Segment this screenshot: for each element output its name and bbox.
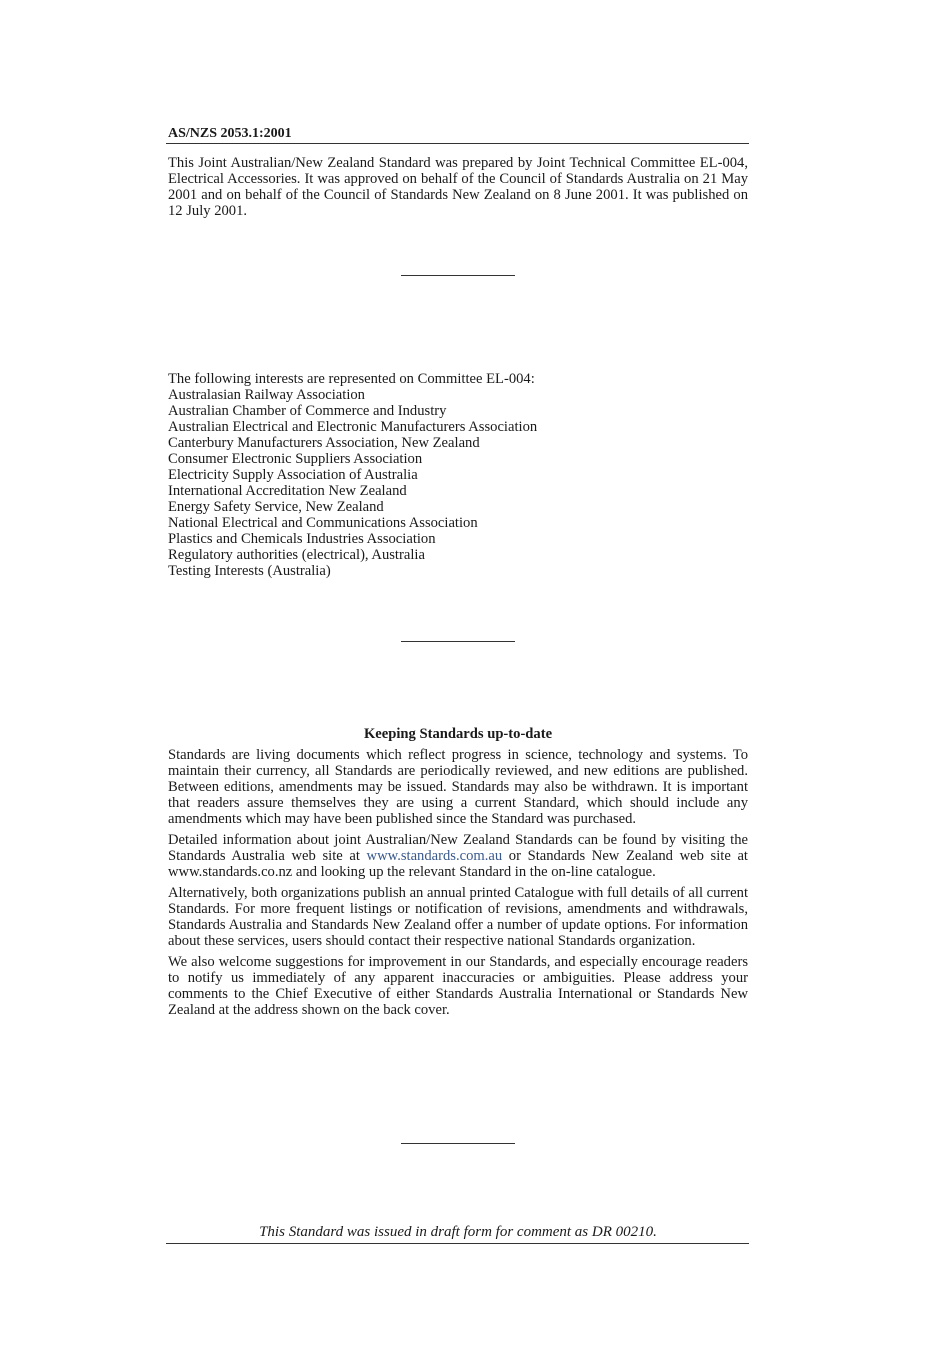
section-divider — [401, 275, 515, 276]
interest-item: Testing Interests (Australia) — [168, 563, 331, 579]
committee-interests — [168, 371, 537, 579]
section-divider — [401, 641, 515, 642]
preparation-paragraph: This Joint Australian/New Zealand Standard was prepared by Joint Technical Committee EL-004, Electrical Accessories. It was approved on behalf of the Council of Standards Australia on 21 May 2001 and on behalf of the Council of Standards New Zealand on 8 June 2001. It was published on 12 July 2001. — [168, 155, 748, 219]
keeping-standards-heading: Keeping Standards up-to-date — [363, 726, 553, 742]
interest-item: Australasian Railway Association — [168, 387, 365, 403]
paragraph-text: or Standards New Zealand web site at www.standards.co.nz and looking up the relevant Standard in the on-line catalogue. — [168, 848, 748, 880]
interest-item: International Accreditation New Zealand — [168, 483, 407, 499]
interest-item: Plastics and Chemicals Industries Association — [168, 531, 436, 547]
footer-rule — [166, 1243, 749, 1244]
interests-intro: The following interests are represented on Committee EL-004: — [168, 371, 535, 387]
interest-item: Canterbury Manufacturers Association, New Zealand — [168, 435, 480, 451]
interest-item: Regulatory authorities (electrical), Australia — [168, 547, 425, 563]
keeping-standards-section — [168, 747, 748, 1023]
standards-australia-link[interactable]: www.standards.com.au — [366, 848, 503, 864]
keeping-paragraph-4: We also welcome suggestions for improvement in our Standards, and especially encourage readers to notify us immediately of any apparent inaccuracies or ambiguities. Please address your comments to the Chief Executive of either Standards Australia International or Standards New Zealand at the address shown on the back cover. — [168, 954, 748, 1018]
keeping-paragraph-1: Standards are living documents which reflect progress in science, technology and systems. To maintain their currency, all Standards are periodically reviewed, and new editions are published. Between editions, amendments may be issued. Standards may also be withdrawn. It is important that readers assure themselves they are using a current Standard, which should include any amendments which may have been published since the Standard was purchased. — [168, 747, 748, 827]
interest-item: Consumer Electronic Suppliers Association — [168, 451, 423, 467]
keeping-paragraph-3: Alternatively, both organizations publish an annual printed Catalogue with full details of all current Standards. For more frequent listings or notification of revisions, amendments and withdrawals, Standards Australia and Standards New Zealand offer a number of update options. For information about these services, users should contact their respective national Standards organization. — [168, 885, 748, 949]
draft-note: This Standard was issued in draft form for comment as DR 00210. — [259, 1224, 657, 1240]
keeping-paragraph-2 — [168, 832, 748, 880]
interest-item: Australian Electrical and Electronic Manufacturers Association — [168, 419, 538, 435]
interest-item: National Electrical and Communications Association — [168, 515, 478, 531]
interest-item: Energy Safety Service, New Zealand — [168, 499, 384, 515]
interest-item: Electricity Supply Association of Australia — [168, 467, 418, 483]
paragraph-text: Detailed information about joint Australian/New Zealand Standards can be found by visiting the Standards Australia web site at — [168, 832, 748, 864]
header-rule — [166, 143, 749, 144]
standard-number: AS/NZS 2053.1:2001 — [168, 126, 292, 141]
section-divider — [401, 1143, 515, 1144]
interest-item: Australian Chamber of Commerce and Industry — [168, 403, 447, 419]
